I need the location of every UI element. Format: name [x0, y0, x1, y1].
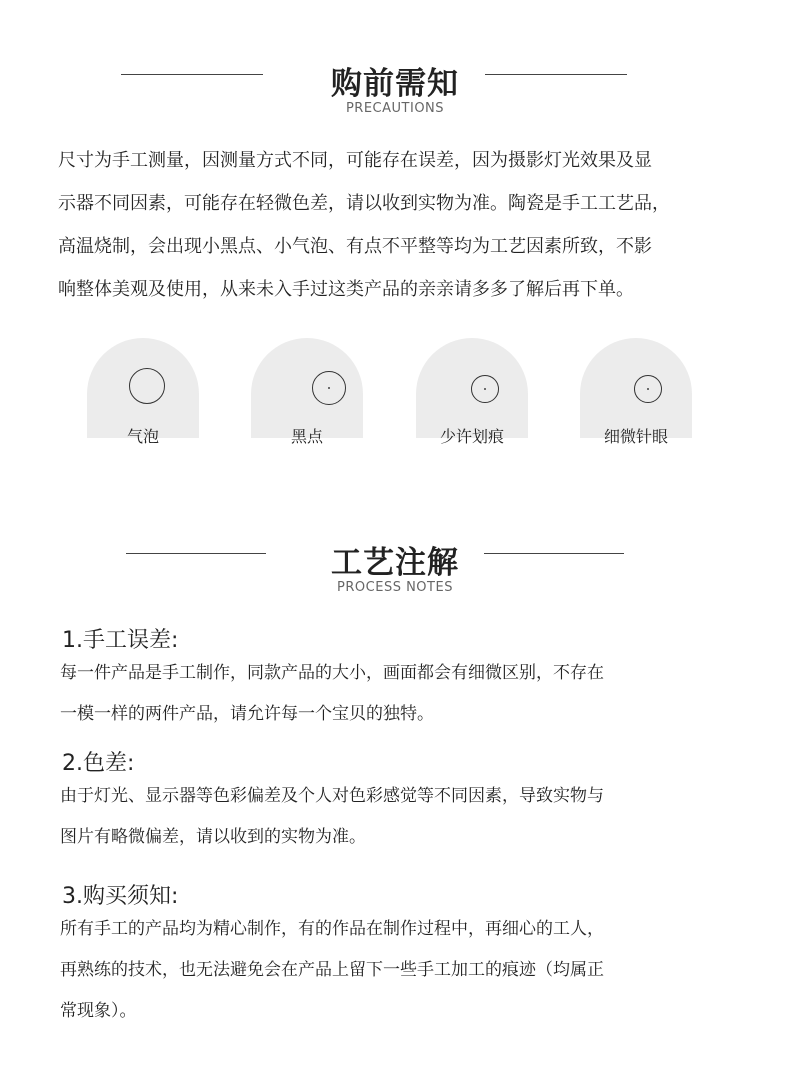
scratch-mark — [484, 388, 486, 390]
precautions-header — [0, 56, 790, 126]
defect-label: 黑点 — [290, 427, 323, 446]
section-title: 工艺注解 — [331, 545, 459, 581]
defect-label: 气泡 — [126, 427, 159, 446]
defect-label: 细微针眼 — [603, 427, 668, 446]
text-line: 图片有略微偏差，请以收到的实物为准。 — [60, 827, 366, 847]
ceramic-sample-image — [580, 338, 692, 438]
precautions-body — [58, 139, 738, 311]
note-heading: 1.手工误差: — [62, 628, 179, 653]
text-line: 响整体美观及使用，从来未入手过这类产品的亲亲请多多了解后再下单。 — [58, 279, 634, 300]
note-body — [60, 653, 740, 735]
defect-examples — [0, 320, 790, 460]
note-body — [60, 909, 740, 1032]
section-title: 购前需知 — [331, 66, 459, 102]
defect-label: 少许划痕 — [439, 427, 504, 446]
ceramic-sample-image — [251, 338, 363, 438]
section-subtitle: PRECAUTIONS — [345, 101, 445, 116]
note-heading: 3.购买须知: — [62, 884, 179, 909]
process-notes-header — [0, 535, 790, 605]
ceramic-sample-image — [416, 338, 528, 438]
ceramic-sample-image — [87, 338, 199, 438]
note-heading: 2.色差: — [62, 751, 135, 776]
text-line: 示器不同因素，可能存在轻微色差，请以收到实物为准。陶瓷是手工工艺品， — [58, 193, 670, 214]
pinhole-mark — [647, 388, 649, 390]
text-line: 所有手工的产品均为精心制作，有的作品在制作过程中，再细心的工人， — [60, 919, 604, 939]
text-line: 再熟练的技术，也无法避免会在产品上留下一些手工加工的痕迹（均属正 — [60, 960, 604, 980]
text-line: 每一件产品是手工制作，同款产品的大小，画面都会有细微区别，不存在 — [60, 663, 604, 683]
bubble-marker — [129, 368, 165, 404]
note-body — [60, 776, 740, 858]
text-line: 尺寸为手工测量，因测量方式不同，可能存在误差，因为摄影灯光效果及显 — [58, 150, 652, 171]
text-line: 高温烧制，会出现小黑点、小气泡、有点不平整等均为工艺因素所致，不影 — [58, 236, 652, 257]
text-line: 一模一样的两件产品，请允许每一个宝贝的独特。 — [60, 704, 434, 724]
section-subtitle: PROCESS NOTES — [337, 580, 453, 595]
text-line: 由于灯光、显示器等色彩偏差及个人对色彩感觉等不同因素，导致实物与 — [60, 786, 604, 806]
black-spot — [328, 387, 330, 389]
text-line: 常现象）。 — [60, 1001, 137, 1021]
